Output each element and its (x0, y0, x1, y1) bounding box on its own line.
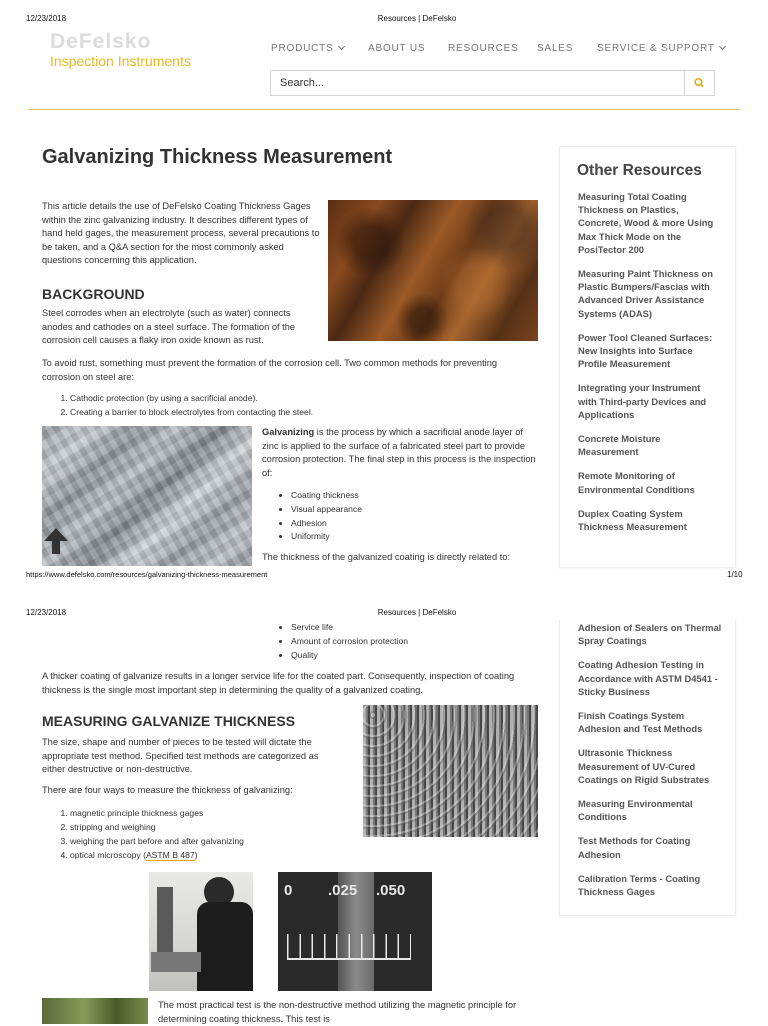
sidebar-link[interactable]: Remote Monitoring of Environmental Conditions (578, 470, 695, 495)
sidebar-link[interactable]: Measuring Total Coating Thickness on Plastics, Concrete, Wood & more Using Max Thick Mode on the PosiTector 200 (578, 191, 714, 255)
related-list (262, 621, 551, 662)
nav-service-support[interactable] (597, 43, 725, 54)
thicker-paragraph: A thicker coating of galvanize results in a longer service life for the coated part. Consequently, inspection of coating thickness is the single most important step in determining the quality of a galvanized coating. (42, 671, 515, 695)
back-to-top-icon[interactable] (42, 526, 70, 556)
rust-image (328, 200, 538, 341)
measuring-heading: MEASURING GALVANIZE THICKNESS (42, 713, 296, 729)
sidebar-links-continued (578, 621, 723, 909)
measuring-paragraph-1: The size, shape and number of pieces to be tested will dictate the appropriate test method. Specified test methods are categorized as either destructive or non-destructive. (42, 737, 319, 775)
print-page-number: 1/10 (727, 570, 743, 579)
steel-pipes-image (363, 705, 538, 837)
search-input[interactable] (271, 71, 703, 95)
print-date: 12/23/2018 (26, 14, 67, 23)
sidebar-link[interactable]: Coating Adhesion Testing in Accordance with ASTM D4541 - Sticky Business (578, 659, 718, 697)
list-item: • Amount of corrosion protection (291, 635, 551, 649)
list-item: 3. weighing the part before and after galvanizing (70, 834, 370, 848)
galvanizing-paragraph (262, 426, 538, 480)
list-item: • Service life (291, 621, 551, 635)
sidebar-other-resources (559, 146, 736, 568)
list-item-text: optical microscopy ( (70, 850, 146, 860)
list-item: • Adhesion (291, 517, 551, 531)
list-item: 2. stripping and weighing (70, 820, 370, 834)
galvanizing-term: Galvanizing (262, 427, 315, 437)
sidebar-link[interactable]: Adhesion of Sealers on Thermal Spray Coatings (578, 622, 722, 647)
list-item: 1. Cathodic protection (by using a sacrificial anode). (70, 391, 550, 405)
astm-b487-link[interactable]: ASTM B 487 (145, 850, 195, 860)
logo-tagline: Inspection Instruments (50, 53, 191, 69)
nav-service-label: SERVICE & SUPPORT (597, 43, 715, 54)
print-title-page-2: Resources | DeFelsko (377, 608, 457, 617)
search-button[interactable] (684, 71, 714, 95)
background-heading: BACKGROUND (42, 286, 145, 302)
microscope-image (149, 872, 253, 991)
related-intro: The thickness of the galvanized coating is directly related to: (262, 552, 511, 562)
list-item: 1. magnetic principle thickness gages (70, 806, 370, 820)
chevron-down-icon (337, 43, 344, 50)
logo[interactable] (50, 30, 220, 78)
nav-sales-label: SALES (537, 43, 574, 54)
sidebar-link[interactable]: Measuring Environmental Conditions (578, 798, 693, 823)
list-item (70, 848, 370, 862)
list-item-close: ) (194, 850, 198, 860)
background-paragraph-2: To avoid rust, something must prevent the formation of the corrosion cell. Two common methods for preventing corrosion on steel are: (42, 358, 498, 382)
nav-products-label: PRODUCTS (271, 43, 334, 54)
search-box (270, 70, 715, 96)
intro-paragraph: This article details the use of DeFelsko Coating Thickness Gages within the zinc galvanizing industry. It describes different types of hand held gages, the measurement process, several precautions to be taken, and a Q&A section for the most commonly asked questions concerning this application. (42, 201, 320, 266)
nav-resources-label: RESOURCES (448, 43, 519, 54)
ways-list (42, 806, 370, 862)
scale-label-050: .050 (376, 882, 406, 899)
print-date-page-2: 12/23/2018 (26, 608, 67, 617)
scale-label-025: .025 (328, 882, 358, 899)
nav-products[interactable] (271, 43, 344, 54)
list-item: • Quality (291, 649, 551, 663)
practical-paragraph: The most practical test is the non-destructive method utilizing the magnetic principle for determining coating thickness. This test is (158, 1000, 517, 1024)
micrograph-scale-image (278, 872, 432, 991)
measuring-paragraph-2: There are four ways to measure the thickness of galvanizing: (42, 785, 293, 795)
background-paragraph-1: Steel corrodes when an electrolyte (such as water) connects anodes and cathodes on a steel surface. The formation of the corrosion cell causes a flaky iron oxide known as rust. (42, 308, 296, 346)
galvanized-image (42, 426, 252, 566)
nav-about-us[interactable] (368, 43, 425, 54)
scale-label-0: 0 (284, 882, 293, 899)
list-item: • Uniformity (291, 530, 551, 544)
header-divider (28, 109, 740, 110)
list-item: 2. Creating a barrier to block electrolytes from contacting the steel. (70, 405, 550, 419)
sidebar-link[interactable]: Finish Coatings System Adhesion and Test Methods (578, 710, 703, 735)
page-break (0, 586, 768, 602)
sidebar-link[interactable]: Ultrasonic Thickness Measurement of UV-Cured Coatings on Rigid Substrates (578, 747, 710, 785)
print-url: https://www.defelsko.com/resources/galvanizing-thickness-measurement (26, 570, 268, 579)
nav-sales[interactable] (537, 43, 573, 54)
sidebar-link[interactable]: Integrating your Instrument with Third-party Devices and Applications (578, 382, 707, 420)
logo-text: DeFelsko (50, 30, 152, 53)
field-image (42, 998, 148, 1024)
nav-resources[interactable] (448, 43, 519, 54)
sidebar-link[interactable]: Measuring Paint Thickness on Plastic Bumpers/Fascias with Advanced Driver Assistance Systems (ADAS) (578, 268, 713, 319)
sidebar-link[interactable]: Calibration Terms - Coating Thickness Gages (578, 872, 701, 898)
sidebar-link[interactable]: Test Methods for Coating Adhesion (578, 835, 691, 860)
sidebar-link[interactable]: Concrete Moisture Measurement (578, 433, 661, 458)
nav-about-label: ABOUT US (368, 43, 426, 54)
chevron-down-icon (719, 43, 726, 50)
sidebar-links (578, 190, 718, 544)
page-title: Galvanizing Thickness Measurement (42, 146, 393, 168)
inspection-list (262, 489, 551, 544)
sidebar-other-resources-continued (559, 620, 736, 916)
list-item: • Coating thickness (291, 489, 551, 503)
sidebar-link[interactable]: Power Tool Cleaned Surfaces: New Insights into Surface Profile Measurement (578, 331, 713, 370)
print-title: Resources | DeFelsko (377, 14, 457, 23)
list-item: • Visual appearance (291, 503, 551, 517)
sidebar-link[interactable]: Duplex Coating System Thickness Measurement (578, 507, 687, 533)
search-icon (685, 71, 714, 95)
galvanizing-description: is the process by which a sacrificial anode layer of zinc is applied to the surface of a fabricated steel part to provide corrosion protection. The final step in this process is the inspection of: (262, 427, 536, 478)
methods-list (42, 391, 550, 419)
sidebar-title: Other Resources (577, 162, 702, 179)
